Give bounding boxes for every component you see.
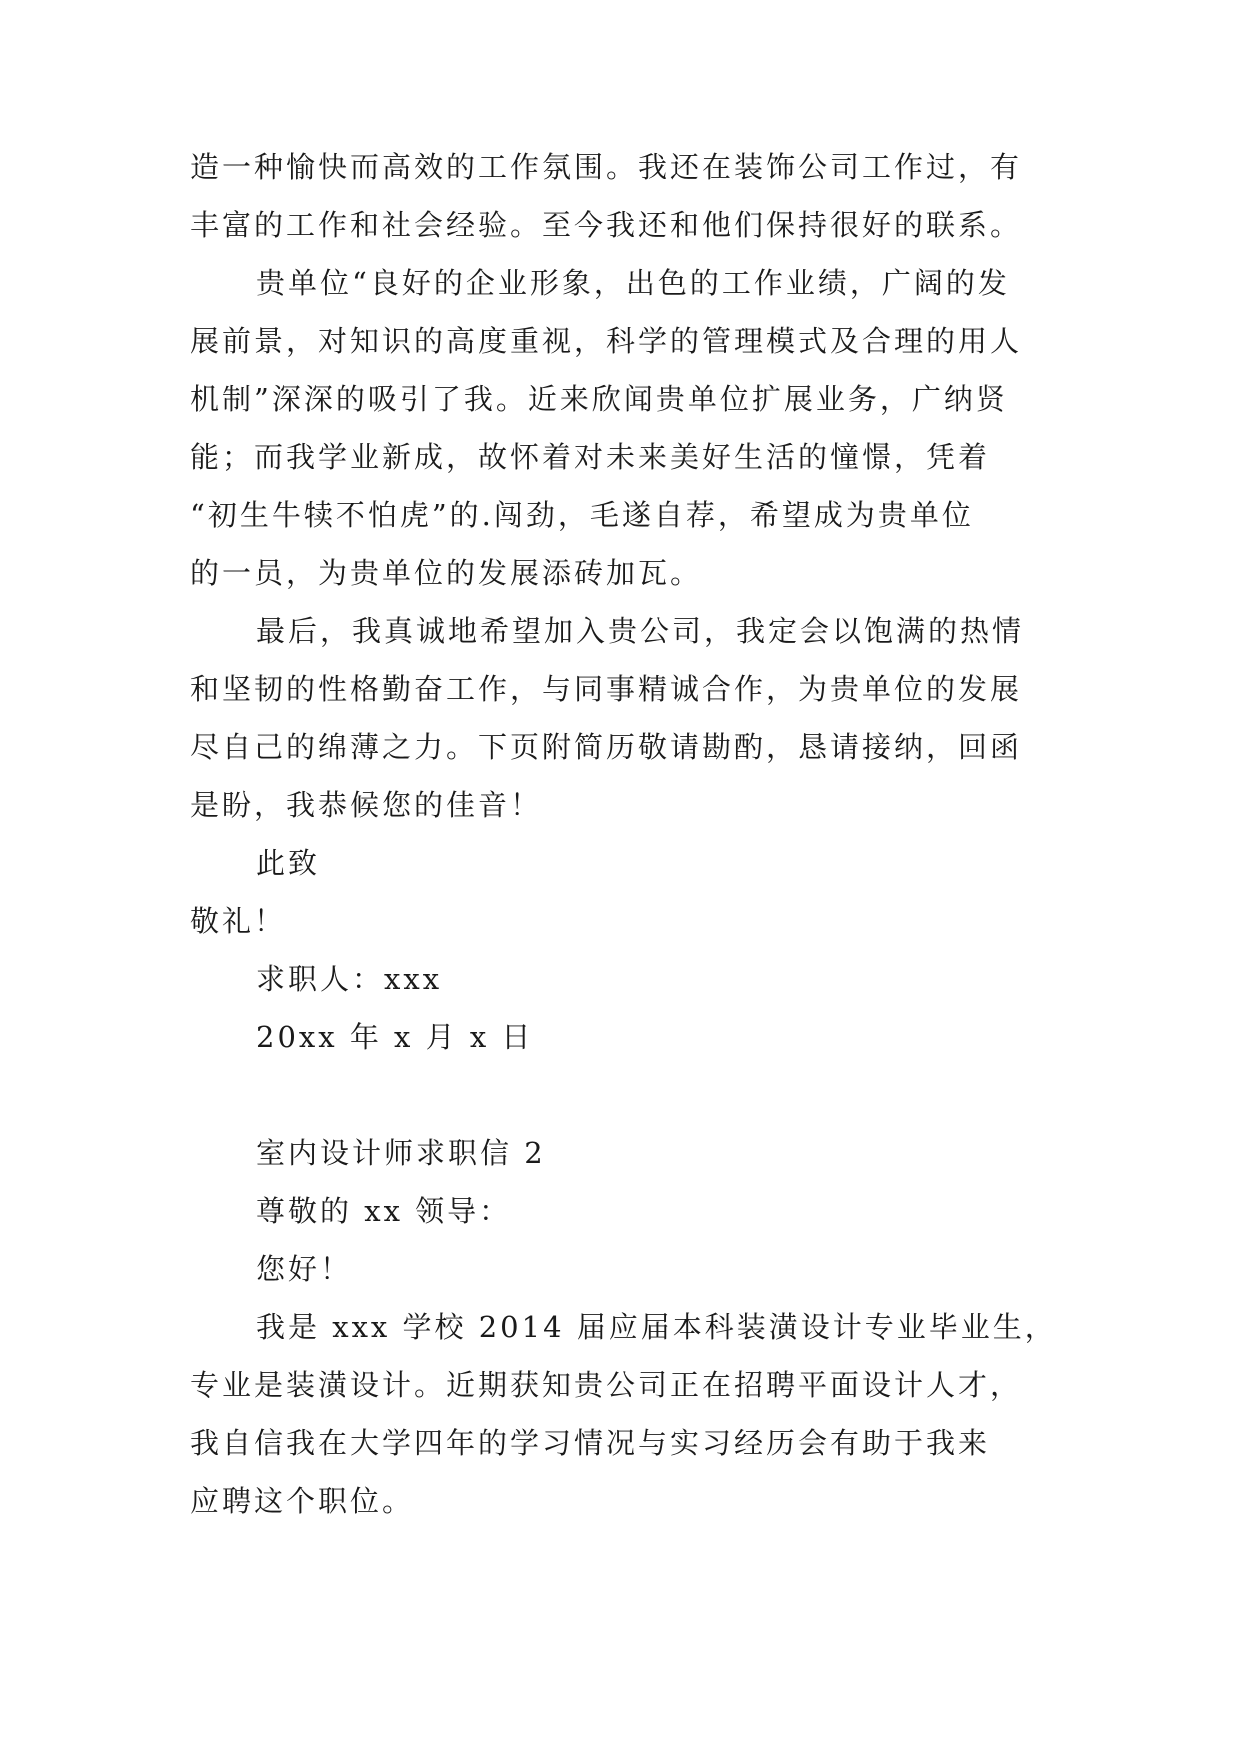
paragraph-line: 专业是装潢设计。近期获知贵公司正在招聘平面设计人才， [190,1368,1023,1402]
signature-line: 求职人：xxx [256,962,443,996]
paragraph-line: 我自信我在大学四年的学习情况与实习经历会有助于我来 [190,1426,991,1460]
paragraph-line: 是盼，我恭候您的佳音！ [190,788,543,822]
paragraph-line: 展前景，对知识的高度重视，科学的管理模式及合理的用人 [190,324,1023,358]
letter-body [190,138,1070,1530]
paragraph-line: 的一员，为贵单位的发展添砖加瓦。 [190,556,703,590]
paragraph-line: 和坚韧的性格勤奋工作，与同事精诚合作，为贵单位的发展 [190,672,1023,706]
paragraph-line: 机制”深深的吸引了我。近来欣闻贵单位扩展业务，广纳贤 [190,382,1008,416]
paragraph-line: 最后，我真诚地希望加入贵公司，我定会以饱满的热情 [256,614,1025,648]
paragraph-line: “初生牛犊不怕虎”的.闯劲，毛遂自荐，希望成为贵单位 [190,498,974,532]
spacer [190,1066,1070,1124]
hello-line: 您好！ [256,1252,353,1286]
paragraph-line: 尽自己的绵薄之力。下页附简历敬请勘酌，恳请接纳，回函 [190,730,1023,764]
paragraph-line: 贵单位“良好的企业形象，出色的工作业绩，广阔的发 [256,266,1010,300]
date-line: 20xx 年 x 月 x 日 [256,1020,534,1054]
paragraph-line: 丰富的工作和社会经验。至今我还和他们保持很好的联系。 [190,208,1023,242]
paragraph-line: 应聘这个职位。 [190,1484,415,1518]
letter-title: 室内设计师求职信 2 [256,1136,546,1170]
paragraph-line: 造一种愉快而高效的工作氛围。我还在装饰公司工作过，有 [190,150,1023,184]
paragraph-line: 我是 xxx 学校 2014 届应届本科装潢设计专业毕业生， [256,1310,1057,1344]
salutation-line: 敬礼！ [190,904,287,938]
greeting-line: 尊敬的 xx 领导： [256,1194,512,1228]
salutation-line: 此致 [256,846,321,880]
paragraph-line: 能；而我学业新成，故怀着对未来美好生活的憧憬，凭着 [190,440,991,474]
